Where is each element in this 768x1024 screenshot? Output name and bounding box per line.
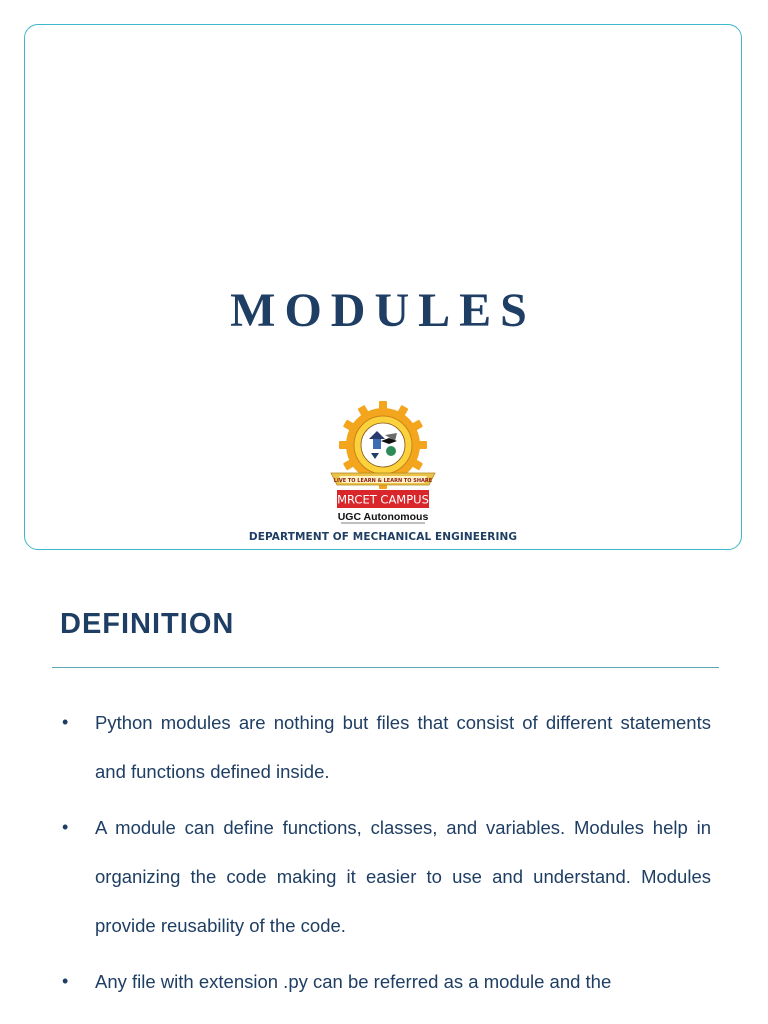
department-name: DEPARTMENT OF MECHANICAL ENGINEERING	[248, 531, 518, 543]
title-slide-card	[24, 24, 742, 550]
heading-divider	[52, 667, 719, 668]
mrcet-logo	[321, 397, 445, 525]
definition-bullet-list	[60, 698, 711, 1013]
mrcet-logo-graphic	[321, 397, 445, 525]
slide-title: MODULES	[230, 284, 536, 337]
bullet-text: Any file with extension .py can be referred as a module and the	[95, 971, 612, 992]
section-heading: DEFINITION	[60, 608, 235, 640]
logo-ribbon-text: LIVE TO LEARN & LEARN TO SHARE	[333, 478, 433, 484]
list-item	[60, 957, 711, 1006]
bullet-icon: •	[62, 712, 69, 732]
bullet-text: Python modules are nothing but files that consist of different statements and functions defined inside.	[95, 712, 711, 782]
logo-banner-text: MRCET CAMPUS	[337, 492, 429, 507]
bullet-icon: •	[62, 971, 69, 991]
list-item	[60, 803, 711, 950]
bullet-text: A module can define functions, classes, and variables. Modules help in organizing the code making it easier to use and understand. Modules provide reusability of the code.	[95, 817, 711, 936]
bullet-icon: •	[62, 817, 69, 837]
list-item	[60, 698, 711, 796]
logo-subtitle: UGC Autonomous	[337, 511, 429, 523]
